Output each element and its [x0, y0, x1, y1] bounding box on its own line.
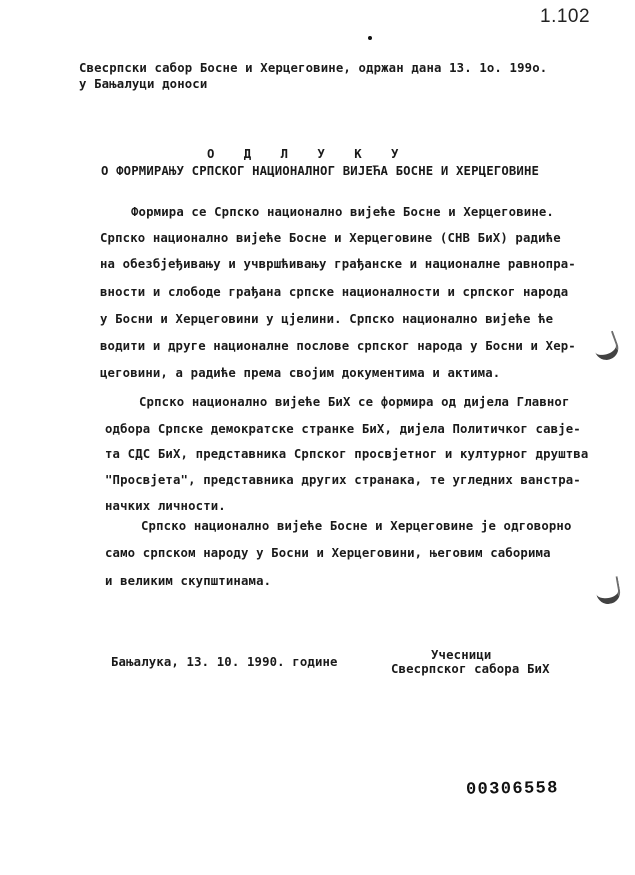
- paragraph-1-line: цеговини, а радиће према својим документима и актима.: [100, 366, 501, 380]
- paragraph-1-line: водити и друге националне послове српског народа у Босни и Хер-: [100, 339, 576, 353]
- punch-hole-mark: [594, 576, 622, 606]
- margin-dot: [368, 36, 372, 40]
- intro-line-2: у Бањалуци доноси: [79, 77, 208, 91]
- paragraph-2-line: "Просвјета", представника других странака, те угледних ванстра-: [105, 473, 581, 487]
- document-title: О Д Л У К У: [207, 147, 410, 161]
- paragraph-2-line: одбора Српске демократске странке БиХ, дијела Политичког савје-: [105, 422, 581, 436]
- paragraph-3-line: Српско национално вијеће Босне и Херцеговине је одговорно: [141, 519, 572, 533]
- place-and-date: Бањалука, 13. 10. 1990. године: [111, 655, 338, 669]
- paragraph-3-line: само српском народу у Босни и Херцеговини, његовим саборима: [105, 546, 551, 560]
- paragraph-1-line: Српско национално вијеће Босне и Херцеговине (СНВ БиХ) радиће: [100, 231, 561, 245]
- paragraph-1-line: у Босни и Херцеговини у цјелини. Српско национално вијеће ће: [100, 312, 554, 326]
- paragraph-2-line: та СДС БиХ, представника Српског просвјетног и културног друштва: [105, 447, 589, 461]
- paragraph-2-line: Српско национално вијеће БиХ се формира од дијела Главног: [139, 395, 570, 409]
- paragraph-2-line: начких личности.: [105, 499, 226, 513]
- signatory-body: Свесрпског сабора БиХ: [391, 662, 550, 676]
- document-id-stamp: 00306558: [465, 779, 559, 800]
- punch-hole-mark: [590, 331, 621, 364]
- page-number: 1.102: [540, 6, 591, 27]
- paragraph-1-line: Формира се Српско национално вијеће Босне и Херцеговине.: [131, 205, 554, 219]
- signatory-title: Учесници: [431, 648, 492, 662]
- paragraph-1-line: вности и слободе грађана српске националности и српског народа: [100, 285, 569, 299]
- paragraph-1-line: на обезбјеђивању и учвршћивању грађанске и националне равнопра-: [100, 257, 576, 271]
- paragraph-3-line: и великим скупштинама.: [105, 574, 272, 588]
- document-subtitle: О ФОРМИРАЊУ СРПСКОГ НАЦИОНАЛНОГ ВИЈЕЋА БОСНЕ И ХЕРЦЕГОВИНЕ: [101, 164, 540, 178]
- intro-line-1: Свесрпски сабор Босне и Херцеговине, одржан дана 13. 1о. 199о.: [79, 61, 548, 75]
